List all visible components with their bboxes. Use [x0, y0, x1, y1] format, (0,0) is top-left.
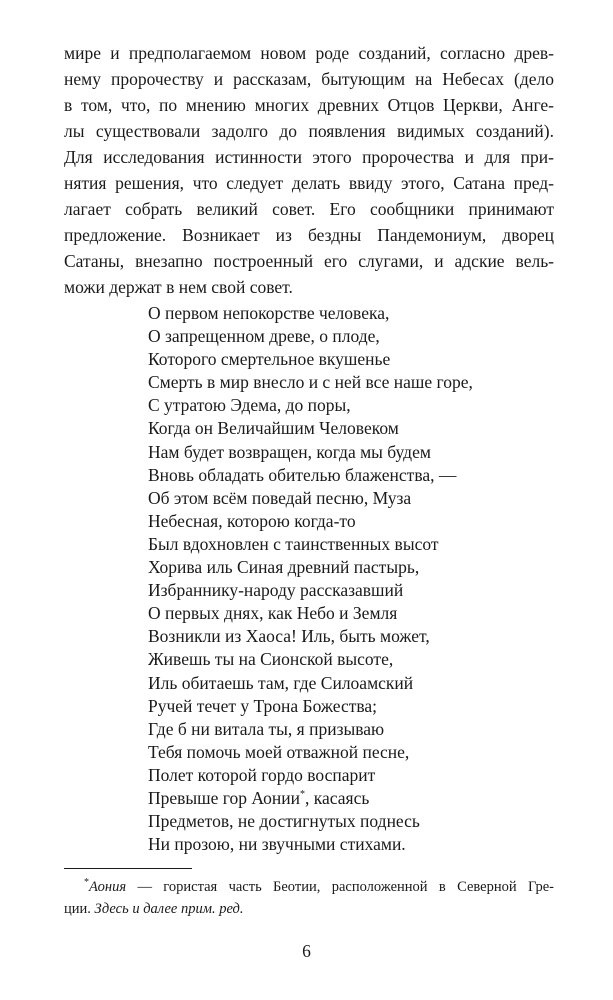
poem	[148, 302, 473, 856]
footnote-divider	[64, 868, 192, 869]
poem-line: Ручей течет у Трона Божества;	[148, 695, 378, 716]
poem-line: Об этом всём поведай песню, Муза	[148, 487, 412, 508]
poem-line: С утратою Эдема, до поры,	[148, 395, 351, 416]
footnote	[64, 876, 554, 920]
poem-line: Которого смертельное вкушенье	[148, 349, 391, 370]
prose-line: Сатаны, внезапно построенный его слугами, и адские вель-	[64, 251, 554, 271]
poem-line: Небесная, которою когда-то	[148, 510, 356, 531]
poem-line: Иль обитаешь там, где Силоамский	[148, 672, 414, 693]
poem-line-text: , касаясь	[305, 787, 370, 808]
poem-line: О первых днях, как Небо и Земля	[148, 603, 398, 624]
poem-line: О первом непокорстве человека,	[148, 303, 390, 323]
poem-line: Предметов, не достигнутых поднесь	[148, 811, 420, 832]
prose-line: нятия решения, что следует делать ввиду этого, Сатана пред-	[64, 173, 554, 193]
poem-line: Нам будет возвращен, когда мы будем	[148, 441, 431, 462]
footnote-reference-mark[interactable]: *	[300, 789, 306, 801]
footnote-line	[64, 898, 554, 920]
poem-line: Живешь ты на Сионской высоте,	[148, 649, 394, 670]
poem-line-with-footnote-mark	[148, 787, 473, 810]
poem-line: О запрещенном древе, о плоде,	[148, 326, 380, 347]
poem-line-text: Превыше гор Аонии	[148, 787, 301, 808]
prose-line: в том, что, по мнению многих древних Отцов Церкви, Анге-	[64, 95, 554, 115]
footnote-definition: — гористая часть Беотии, расположенной в Северной Гре-	[126, 879, 554, 895]
poem-line: Ни прозою, ни звучными стихами.	[148, 834, 406, 855]
page-number: 6	[302, 941, 311, 961]
prose-line: нему пророчеству и рассказам, бытующим на Небесах (дело	[64, 69, 554, 89]
prose-paragraph	[64, 40, 554, 300]
prose-line: мире и предполагаемом новом роде созданий, согласно древ-	[64, 43, 554, 63]
footnote-mark: *	[84, 877, 89, 889]
poem-line: Полет которой гордо воспарит	[148, 764, 376, 785]
poem-line: Избраннику-народу рассказавший	[148, 580, 404, 601]
poem-line: Вновь обладать обителью блаженства, —	[148, 464, 457, 485]
poem-line: Был вдохновлен с таинственных высот	[148, 533, 439, 554]
poem-line: Возникли из Хаоса! Иль, быть может,	[148, 626, 430, 647]
poem-line: Где б ни витала ты, я призываю	[148, 718, 385, 739]
poem-line: Смерть в мир внесло и с ней все наше горе,	[148, 372, 473, 393]
prose-line: предложение. Возникает из бездны Пандемониум, дворец	[64, 225, 554, 245]
poem-line: Когда он Величайшим Человеком	[148, 418, 399, 439]
footnote-definition-end: ции.	[64, 901, 95, 917]
poem-line: Тебя помочь моей отважной песне,	[148, 741, 410, 762]
prose-line: Для исследования истинности этого пророчества и для при-	[64, 147, 554, 167]
footnote-term: Аония	[89, 879, 127, 895]
prose-line: лы существовали задолго до появления видимых созданий).	[64, 121, 554, 141]
poem-line: Хорива иль Синая древний пастырь,	[148, 557, 420, 578]
footnote-editor-note: Здесь и далее прим. ред.	[94, 901, 244, 917]
prose-line: лагает собрать великий совет. Его сообщники принимают	[64, 199, 554, 219]
footnote-line	[84, 876, 554, 898]
prose-line: можи держат в нем свой совет.	[64, 277, 293, 297]
